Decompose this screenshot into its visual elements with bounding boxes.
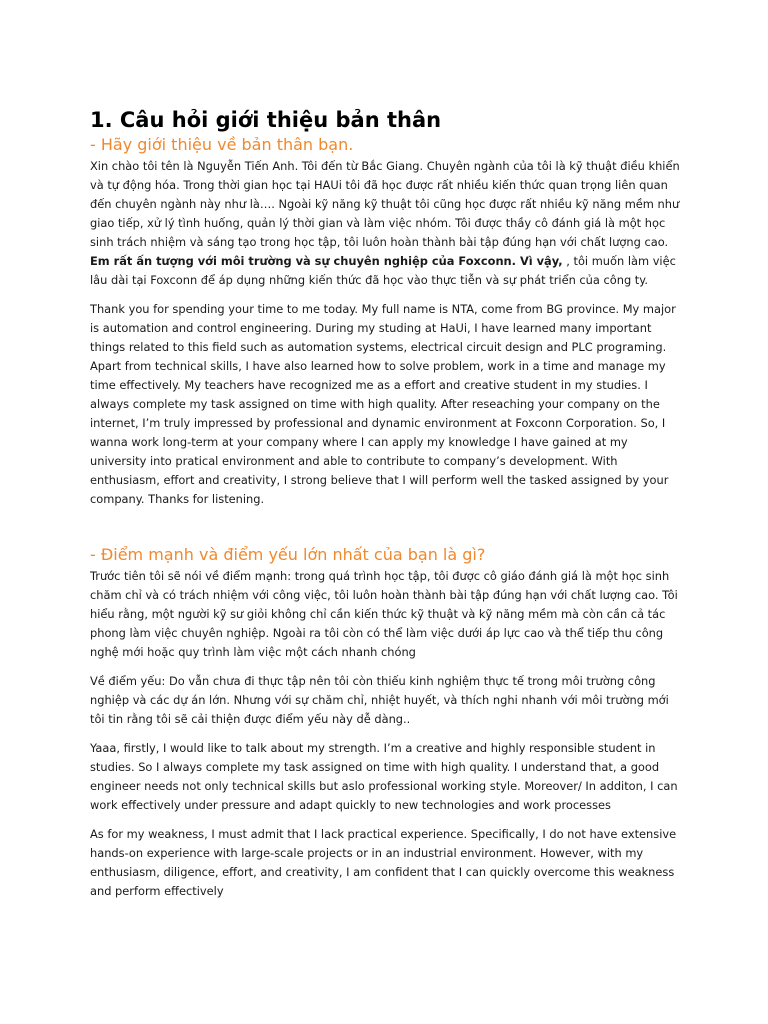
intro-paragraph-vietnamese-end: , tôi muốn làm việc lâu dài tại Foxconn để áp dụng những kiến thức đã học vào thực tiễn và sự phát triển của công ty. (90, 254, 676, 287)
intro-paragraph-vietnamese (90, 157, 682, 290)
intro-paragraph-vietnamese-bold: Em rất ấn tượng với môi trường và sự chuyên nghiệp của Foxconn. Vì vậy, (90, 254, 563, 268)
weakness-paragraph-vietnamese: Về điểm yếu: Do vẫn chưa đi thực tập nên tôi còn thiếu kinh nghiệm thực tế trong môi trường công nghiệp và các dự án lớn. Nhưng với sự chăm chỉ, nhiệt huyết, và thích nghi nhanh với môi trường mới tôi tin rằng tôi sẽ cải thiện được điểm yếu này dễ dàng.. (90, 674, 669, 726)
document-page (90, 106, 682, 901)
section-heading-strengths-weaknesses: - Điểm mạnh và điểm yếu lớn nhất của bạn là gì? (90, 545, 486, 564)
strengths-paragraph-english: Yaaa, firstly, I would like to talk about my strength. I’m a creative and highly responsible student in studies. So I always complete my task assigned on time with high quality. I understand that, a good engineer needs not only technical skills but aslo professional working style. Moreover/ In additon, I can work effectively under pressure and adapt quickly to new technologies and work processes (90, 741, 678, 812)
weakness-paragraph-english: As for my weakness, I must admit that I lack practical experience. Specifically, I do not have extensive hands-on experience with large-scale projects or in an industrial environment. However, with my enthusiasm, diligence, effort, and creativity, I am confident that I can quickly overcome this weakness and perform effectively (90, 827, 677, 898)
intro-paragraph-english: Thank you for spending your time to me today. My full name is NTA, come from BG province. My major is automation and control engineering. During my studing at HaUi, I have learned many important things related to this field such as automation systems, electrical circuit design and PLC programing. Apart from technical skills, I have also learned how to solve problem, work in a time and manage my time effectively. My teachers have recognized me as a effort and creative student in my studies. I always complete my task assigned on time with high quality. After reseaching your company on the internet, I’m truly impressed by professional and dynamic environment at Foxconn Corporation. So, I wanna work long-term at your company where I can apply my knowledge I have gained at my university into pratical environment and able to contribute to company’s development. With enthusiasm, effort and creativity, I strong believe that I will perform well the tasked assigned by your company. Thanks for listening. (90, 302, 676, 506)
intro-paragraph-vietnamese-start: Xin chào tôi tên là Nguyễn Tiến Anh. Tôi đến từ Bắc Giang. Chuyên ngành của tôi là kỹ thuật điều khiển và tự động hóa. Trong thời gian học tại HAUi tôi đã học được rất nhiều kiến thức quan trọng liên quan đến chuyên ngành này như là…. Ngoài kỹ năng kỹ thuật tôi cũng học được rất nhiều kỹ năng mềm như giao tiếp, xử lý tình huống, quản lý thời gian và làm việc nhóm. Tôi được thầy cô đánh giá là một học sinh trách nhiệm và sáng tạo trong học tập, tôi luôn hoàn thành bài tập đúng hạn với chất lượng cao. (90, 159, 680, 249)
page-title: 1. Câu hỏi giới thiệu bản thân (90, 108, 442, 132)
section-heading-introduce-yourself: - Hãy giới thiệu về bản thân bạn. (90, 135, 354, 154)
strengths-paragraph-vietnamese: Trước tiên tôi sẽ nói về điểm mạnh: trong quá trình học tập, tôi được cô giáo đánh giá là một học sinh chăm chỉ và có trách nhiệm với công việc, tôi luôn hoàn thành bài tập đúng hạn với chất lượng cao. Tôi hiểu rằng, một người kỹ sư giỏi không chỉ cần kiến thức kỹ thuật và kỹ năng mềm mà còn cần cả tác phong làm việc chuyên nghiệp. Ngoài ra tôi còn có thể làm việc dưới áp lực cao và thể tiếp thu công nghệ mới hoặc quy trình làm việc một cách nhanh chóng (90, 569, 678, 659)
